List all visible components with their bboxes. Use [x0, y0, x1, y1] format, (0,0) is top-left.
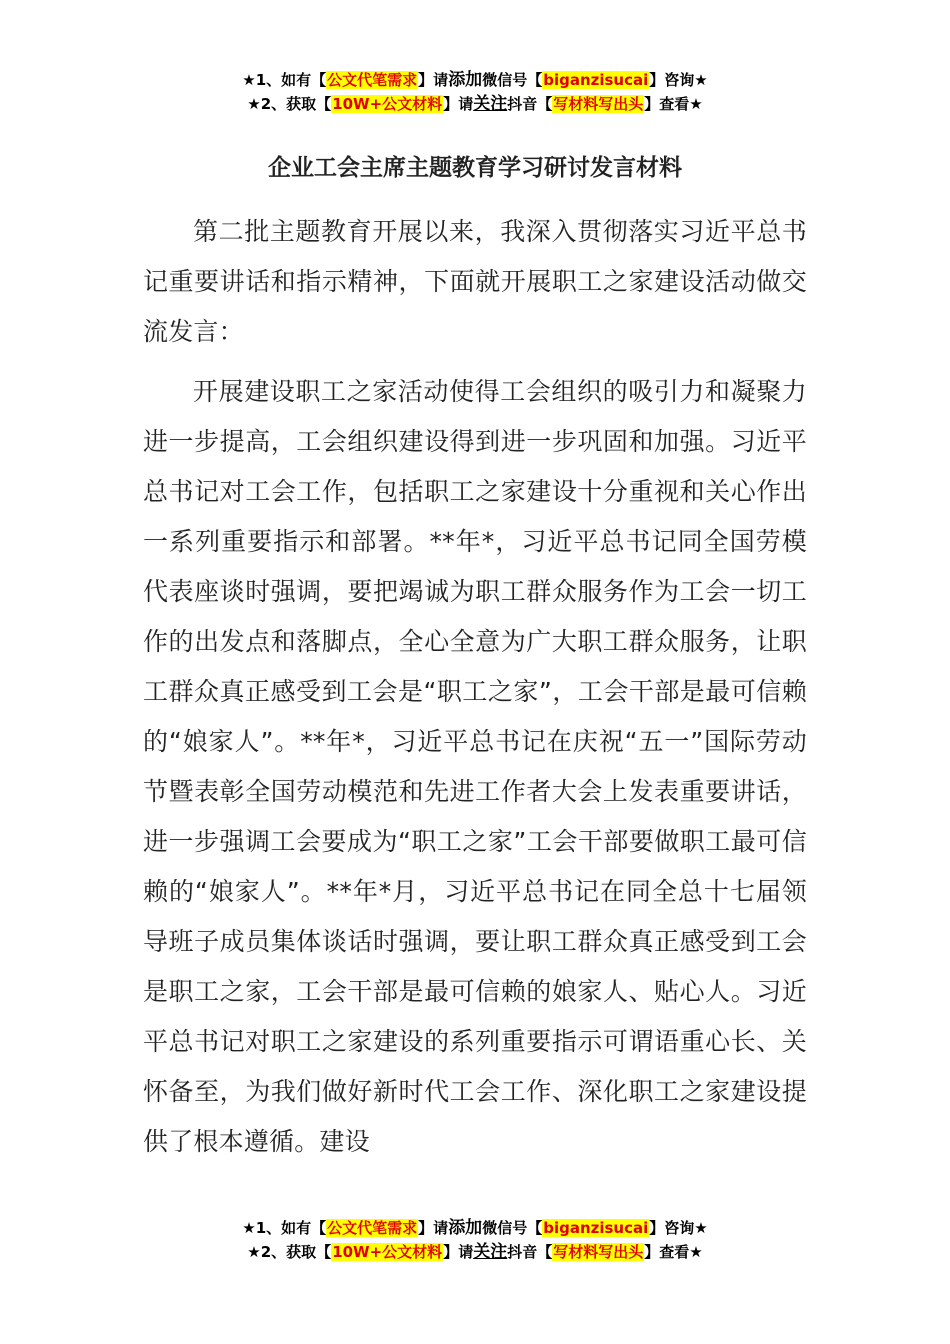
promo-highlight-service: 公文代笔需求: [327, 1219, 418, 1237]
footer-promo-banner: [0, 1216, 950, 1264]
promo-line-1: ★1、如有【公文代笔需求】请添加微信号【biganzisucai】咨询★: [242, 70, 708, 90]
promo-highlight-douyin: 写材料写出头: [553, 1243, 644, 1261]
promo-highlight-materials: 10W+公文材料: [332, 95, 443, 113]
promo-line-1: ★1、如有【公文代笔需求】请添加微信号【biganzisucai】咨询★: [242, 1218, 708, 1238]
promo-highlight-douyin: 写材料写出头: [553, 95, 644, 113]
paragraph-main: 开展建设职工之家活动使得工会组织的吸引力和凝聚力进一步提高，工会组织建设得到进一步巩固和加强。习近平总书记对工会工作，包括职工之家建设十分重视和关心作出一系列重要指示和部署。**年*，习近平总书记同全国劳模代表座谈时强调，要把竭诚为职工群众服务作为工会一切工作的出发点和落脚点，全心全意为广大职工群众服务，让职工群众真正感受到工会是“职工之家”，工会干部是最可信赖的“娘家人”。**年*，习近平总书记在庆祝“五一”国际劳动节暨表彰全国劳动模范和先进工作者大会上发表重要讲话，进一步强调工会要成为“职工之家”工会干部要做职工最可信赖的“娘家人”。**年*月，习近平总书记在同全总十七届领导班子成员集体谈话时强调，要让职工群众真正感受到工会是职工之家，工会干部是最可信赖的娘家人、贴心人。习近平总书记对职工之家建设的系列重要指示可谓语重心长、关怀备至，为我们做好新时代工会工作、深化职工之家建设提供了根本遵循。建设: [143, 377, 807, 1156]
promo-highlight-wechat-id: biganzisucai: [543, 71, 649, 89]
document-title: 企业工会主席主题教育学习研讨发言材料: [268, 155, 682, 181]
promo-highlight-materials: 10W+公文材料: [332, 1243, 443, 1261]
promo-line-2: ★2、获取【10W+公文材料】请关注抖音【写材料写出头】查看★: [247, 1242, 703, 1262]
document-body: [143, 207, 807, 1167]
header-promo-banner: [0, 68, 950, 116]
promo-highlight-wechat-id: biganzisucai: [543, 1219, 649, 1237]
promo-highlight-service: 公文代笔需求: [327, 71, 418, 89]
promo-line-2: ★2、获取【10W+公文材料】请关注抖音【写材料写出头】查看★: [247, 94, 703, 114]
paragraph-intro: 第二批主题教育开展以来，我深入贯彻落实习近平总书记重要讲话和指示精神，下面就开展职工之家建设活动做交流发言：: [143, 217, 807, 346]
